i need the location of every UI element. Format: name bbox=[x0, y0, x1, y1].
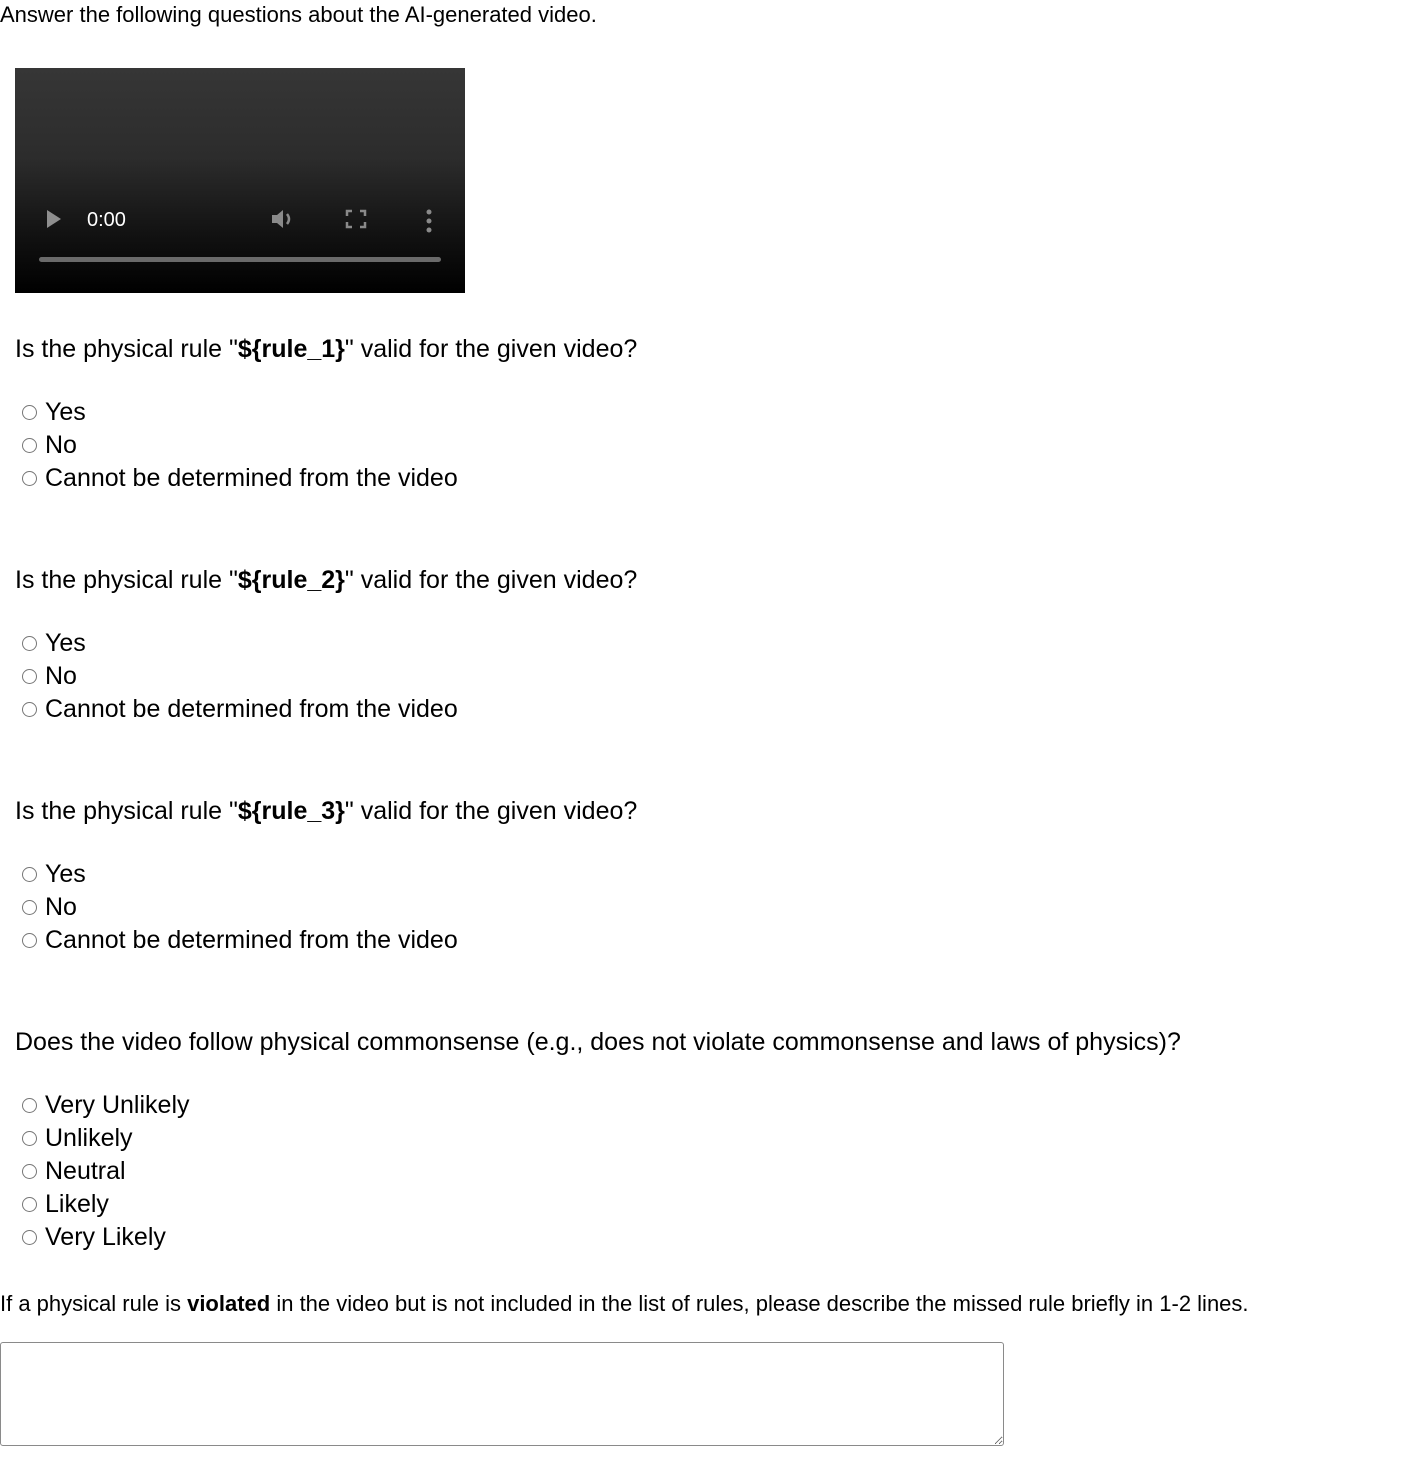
fullscreen-icon[interactable] bbox=[345, 209, 367, 234]
radio-button[interactable] bbox=[22, 471, 37, 486]
option-cannot-determine[interactable]: Cannot be determined from the video bbox=[22, 924, 1405, 957]
radio-button[interactable] bbox=[22, 1098, 37, 1113]
option-very-likely[interactable]: Very Likely bbox=[22, 1221, 1405, 1254]
option-neutral[interactable]: Neutral bbox=[22, 1155, 1405, 1188]
question-rule-2 bbox=[15, 564, 1405, 726]
question-text: Is the physical rule "${rule_2}" valid for the given video? bbox=[15, 566, 638, 594]
rule-placeholder: ${rule_3} bbox=[237, 797, 345, 825]
option-very-unlikely[interactable]: Very Unlikely bbox=[22, 1089, 1405, 1122]
question-text: Is the physical rule "${rule_1}" valid for the given video? bbox=[15, 335, 638, 363]
rule-placeholder: ${rule_1} bbox=[237, 335, 345, 363]
more-options-icon[interactable] bbox=[424, 209, 434, 238]
missed-rule-prompt: If a physical rule is violated in the video but is not included in the list of rules, please describe the missed rule briefly in 1-2 lines. bbox=[0, 1291, 1249, 1316]
instructions-text: Answer the following questions about the AI-generated video. bbox=[0, 2, 597, 27]
radio-button[interactable] bbox=[22, 1197, 37, 1212]
option-cannot-determine[interactable]: Cannot be determined from the video bbox=[22, 693, 1405, 726]
option-no[interactable]: No bbox=[22, 660, 1405, 693]
rule-placeholder: ${rule_2} bbox=[237, 566, 345, 594]
radio-button[interactable] bbox=[22, 405, 37, 420]
question-text: Is the physical rule "${rule_3}" valid for the given video? bbox=[15, 797, 638, 825]
option-yes[interactable]: Yes bbox=[22, 858, 1405, 891]
option-cannot-determine[interactable]: Cannot be determined from the video bbox=[22, 462, 1405, 495]
radio-button[interactable] bbox=[22, 438, 37, 453]
radio-button[interactable] bbox=[22, 702, 37, 717]
play-icon[interactable] bbox=[47, 210, 61, 228]
radio-button[interactable] bbox=[22, 867, 37, 882]
video-progress-bar[interactable] bbox=[39, 257, 441, 262]
question-rule-3 bbox=[15, 795, 1405, 957]
emphasis-violated: violated bbox=[187, 1291, 271, 1316]
option-unlikely[interactable]: Unlikely bbox=[22, 1122, 1405, 1155]
video-time: 0:00 bbox=[87, 209, 126, 231]
radio-button[interactable] bbox=[22, 1230, 37, 1245]
option-no[interactable]: No bbox=[22, 891, 1405, 924]
option-likely[interactable]: Likely bbox=[22, 1188, 1405, 1221]
option-yes[interactable]: Yes bbox=[22, 627, 1405, 660]
radio-button[interactable] bbox=[22, 1131, 37, 1146]
radio-button[interactable] bbox=[22, 636, 37, 651]
video-player[interactable] bbox=[15, 68, 465, 293]
question-commonsense bbox=[15, 1026, 1405, 1254]
question-rule-1 bbox=[15, 333, 1405, 495]
volume-icon[interactable] bbox=[270, 207, 298, 236]
option-yes[interactable]: Yes bbox=[22, 396, 1405, 429]
radio-button[interactable] bbox=[22, 900, 37, 915]
question-text: Does the video follow physical commonsense (e.g., does not violate commonsense and laws of physics)? bbox=[15, 1028, 1181, 1056]
radio-button[interactable] bbox=[22, 1164, 37, 1179]
option-no[interactable]: No bbox=[22, 429, 1405, 462]
radio-button[interactable] bbox=[22, 933, 37, 948]
missed-rule-textarea[interactable] bbox=[0, 1342, 1004, 1446]
radio-button[interactable] bbox=[22, 669, 37, 684]
